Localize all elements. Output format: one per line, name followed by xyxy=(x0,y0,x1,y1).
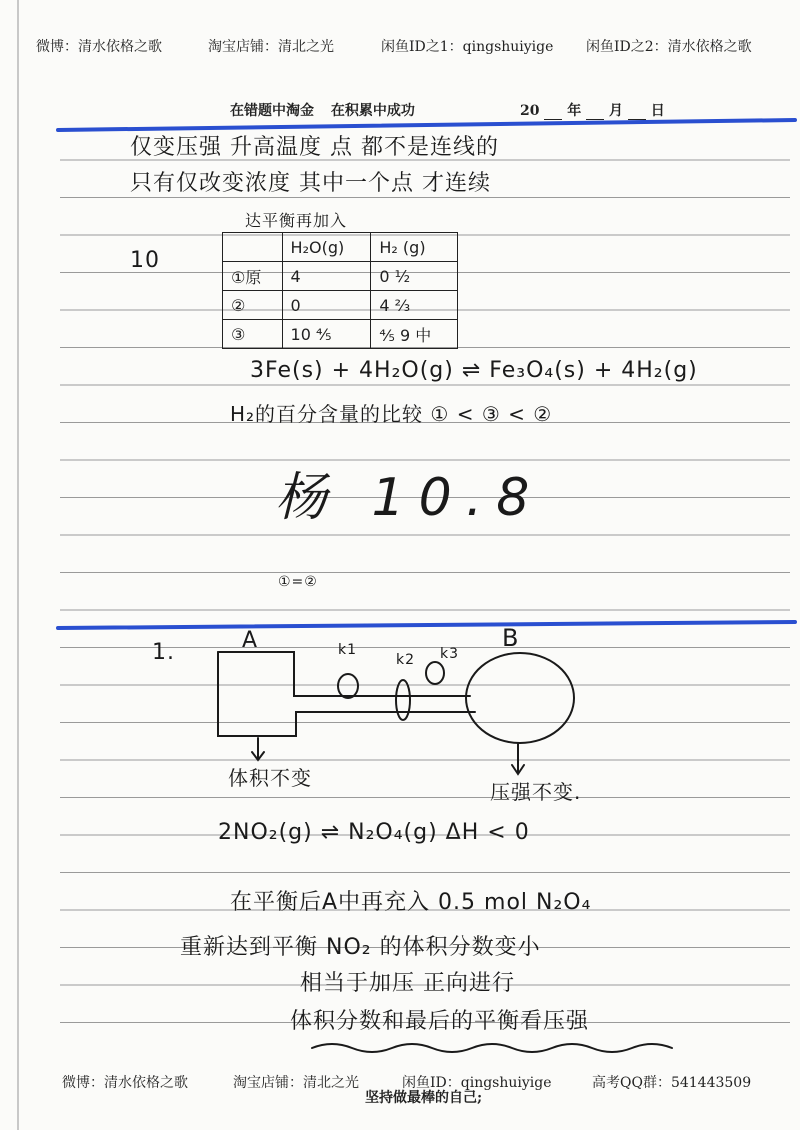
footer-weibo: 微博：清水依格之歌 xyxy=(62,1075,188,1091)
container-a-label: A xyxy=(242,628,259,653)
header-taobao: 淘宝店铺：清北之光 xyxy=(208,39,334,55)
date-month: 月 xyxy=(608,103,623,119)
table-cell: ③ xyxy=(223,320,283,349)
table-cell: 0 ½ xyxy=(371,262,458,291)
volume-constant-note: 体积不变 xyxy=(228,766,312,790)
motto-part2: 在积累中成功 xyxy=(330,103,415,119)
valve-k2-label: k2 xyxy=(396,652,416,668)
container-b-label: B xyxy=(502,624,520,652)
valve-k1-label: k1 xyxy=(338,642,358,658)
h2-comparison: H₂的百分含量的比较 ① < ③ < ② xyxy=(230,402,553,426)
small-mark: ①=② xyxy=(278,574,318,590)
table-header-cell: H₂O(g) xyxy=(282,233,371,262)
problem-number-10: 10 xyxy=(130,248,160,273)
note-line-2: 只有仅改变浓度 其中一个点 才连续 xyxy=(130,171,491,196)
table-cell: 10 ⅘ xyxy=(282,320,371,349)
table-cell: ⅘ 9 中 xyxy=(371,320,458,349)
footer-taobao: 淘宝店铺：清北之光 xyxy=(233,1075,359,1091)
table-cell: ①原 xyxy=(223,262,283,291)
problem-number-1: 1. xyxy=(152,640,175,665)
problem2-line-1: 在平衡后A中再充入 0.5 mol N₂O₄ xyxy=(230,890,592,915)
header-xianyu2: 闲鱼ID之2：清水依格之歌 xyxy=(586,39,752,55)
problem2-line-4: 体积分数和最后的平衡看压强 xyxy=(290,1009,590,1034)
table-header-cell: H₂ (g) xyxy=(371,233,458,262)
motto-part1: 在错题中淘金 xyxy=(230,103,314,119)
table-title: 达平衡再加入 xyxy=(245,211,348,230)
problem2-line-2: 重新达到平衡 NO₂ 的体积分数变小 xyxy=(180,935,541,960)
footer-xianyu: 闲鱼ID：qingshuiyige xyxy=(402,1075,552,1091)
table-cell: ② xyxy=(223,291,283,320)
valve-k3-label: k3 xyxy=(440,646,460,662)
problem2-line-3: 相当于加压 正向进行 xyxy=(300,971,515,996)
table-cell: 4 ⅔ xyxy=(371,291,458,320)
note-line-1: 仅变压强 升高温度 点 都不是连线的 xyxy=(130,135,499,160)
footer-qq: 高考QQ群：541443509 xyxy=(592,1075,752,1091)
header-weibo: 微博：清水依格之歌 xyxy=(36,39,162,55)
footer-motto: 坚持做最棒的自己; xyxy=(365,1090,483,1106)
table-cell: 0 xyxy=(282,291,371,320)
equation-no2: 2NO₂(g) ⇌ N₂O₄(g) ΔH < 0 xyxy=(218,820,530,845)
date-year: 年 xyxy=(567,103,582,119)
date-day: 日 xyxy=(650,103,665,119)
signature: 杨 10.8 xyxy=(275,468,544,528)
equation-iron-steam: 3Fe(s) + 4H₂O(g) ⇌ Fe₃O₄(s) + 4H₂(g) xyxy=(250,358,698,383)
table-cell: 4 xyxy=(282,262,371,291)
header-xianyu1: 闲鱼ID之1：qingshuiyige xyxy=(381,39,554,55)
pressure-constant-note: 压强不变. xyxy=(490,780,582,804)
date-20: 20 xyxy=(520,103,540,119)
